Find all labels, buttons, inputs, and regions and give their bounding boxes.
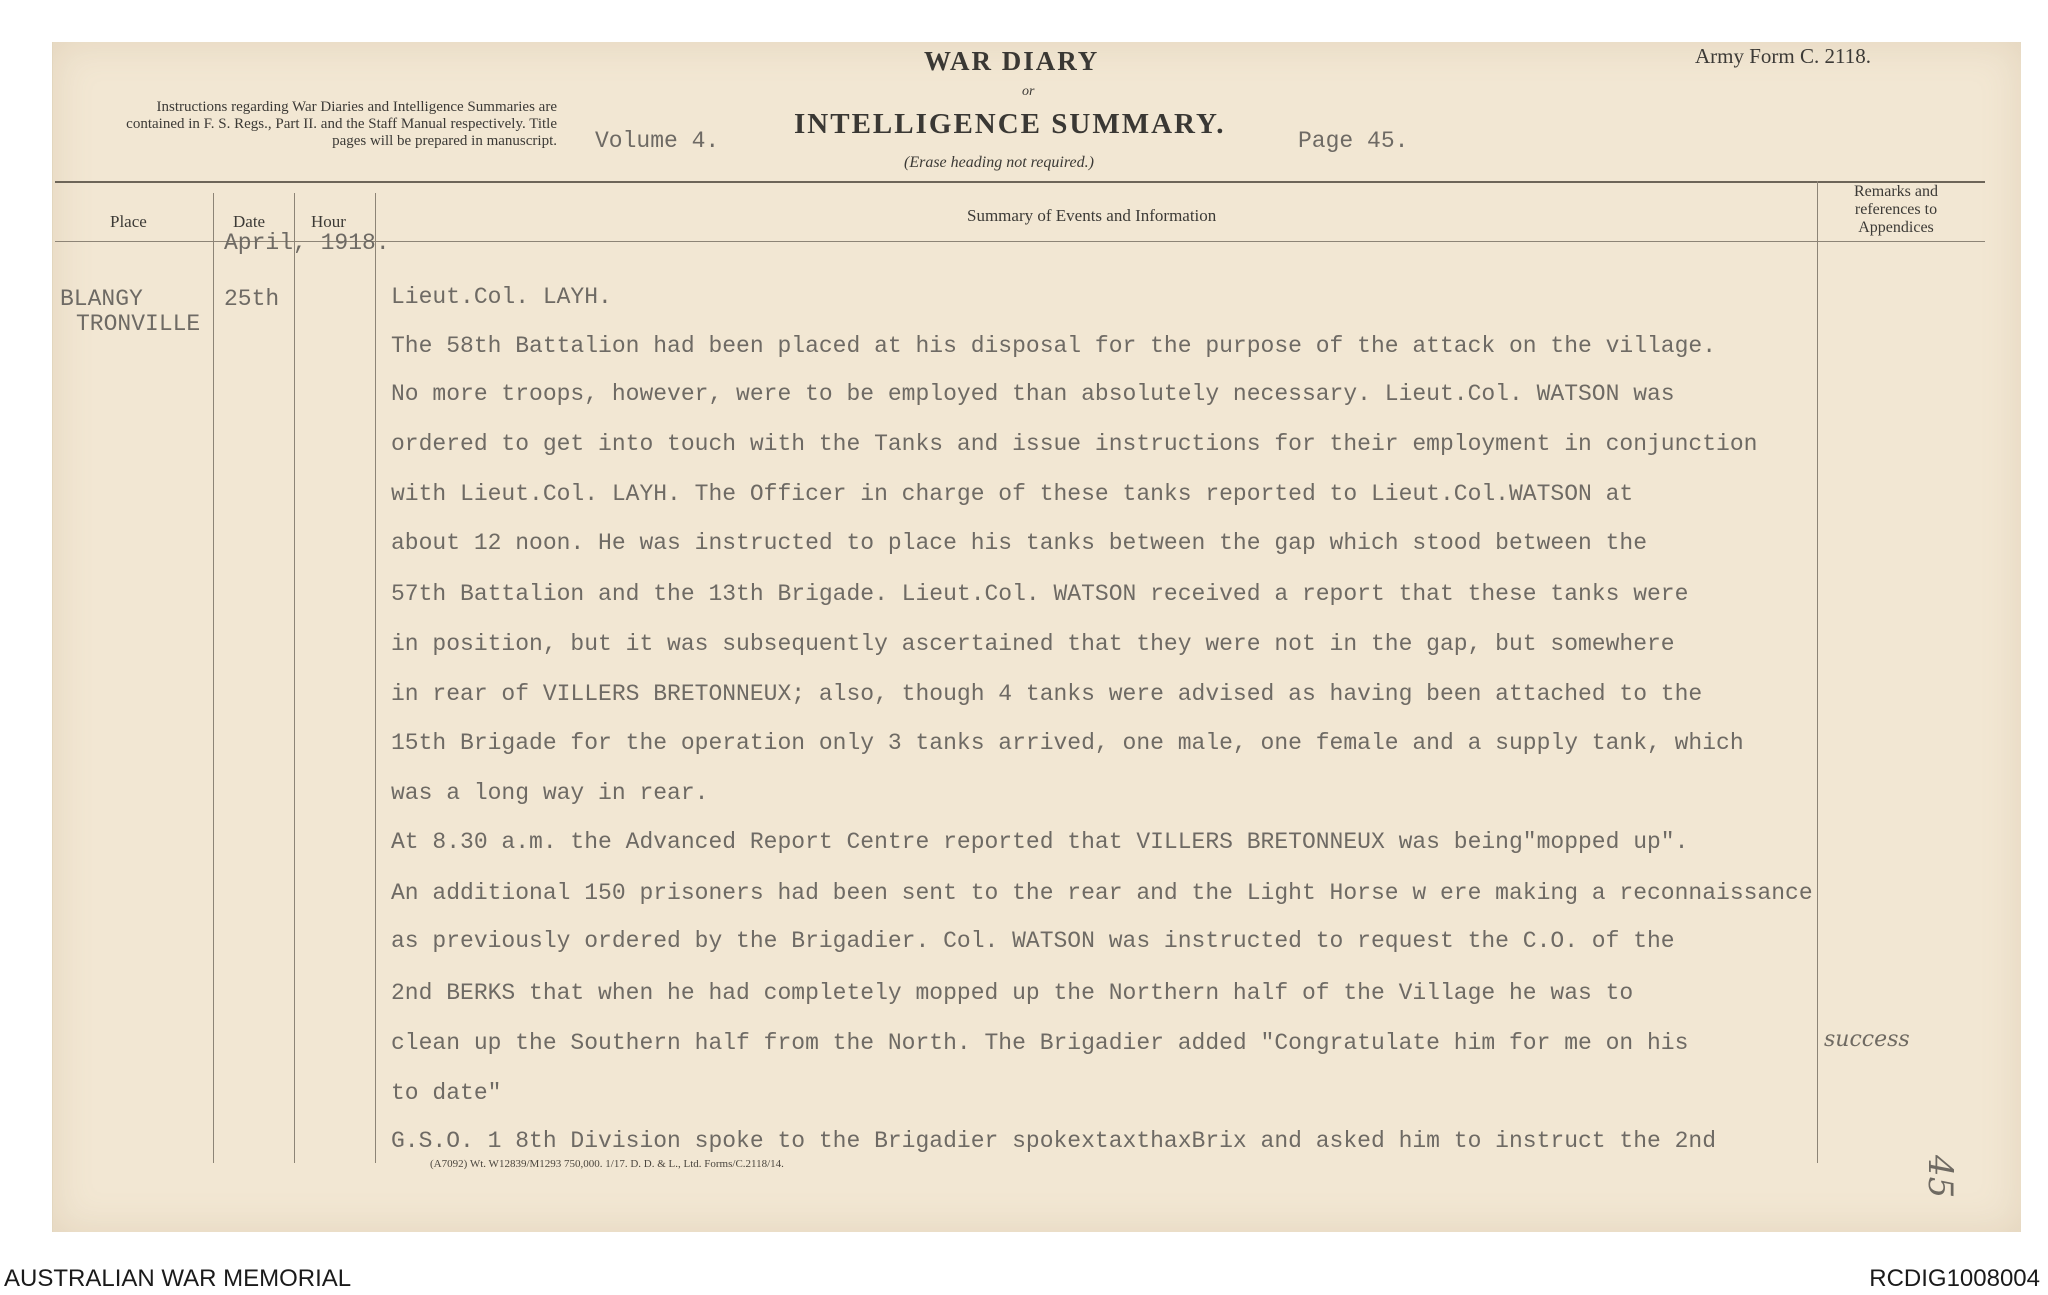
title-war-diary: WAR DIARY <box>924 46 1100 76</box>
entry-month-year: April, 1918. <box>224 230 390 256</box>
instructions-note: Instructions regarding War Diaries and Intelligence Summaries are contained in F. S. Regs., Part II. and the Staff Manual respectively. Title pages will be prepared in manuscript. <box>126 99 557 149</box>
column-hour: Hour <box>311 212 346 231</box>
summary-line: 57th Battalion and the 13th Brigade. Lieut.Col. WATSON received a report that these tanks were <box>391 581 1689 607</box>
summary-line: At 8.30 a.m. the Advanced Report Centre reported that VILLERS BRETONNEUX was being"mopped up". <box>391 829 1689 855</box>
printer-imprint: (A7092) Wt. W12839/M1293 750,000. 1/17. D. D. & L., Ltd. Forms/C.2118/14. <box>430 1158 784 1170</box>
column-date: Date <box>233 212 266 231</box>
place-line-1: BLANGY <box>60 286 143 312</box>
summary-line: clean up the Southern half from the North. The Brigadier added "Congratulate him for me on his <box>391 1030 1689 1056</box>
summary-line: ordered to get into touch with the Tanks and issue instructions for their employment in conjunction <box>391 431 1758 457</box>
summary-line: Lieut.Col. LAYH. <box>391 284 612 310</box>
summary-line: No more troops, however, were to be employed than absolutely necessary. Lieut.Col. WATSON was <box>391 381 1675 407</box>
hour-summary-divider <box>375 193 376 1163</box>
summary-line: 2nd BERKS that when he had completely mopped up the Northern half of the Village he was to <box>391 980 1634 1006</box>
summary-line: The 58th Battalion had been placed at his disposal for the purpose of the attack on the village. <box>391 333 1717 359</box>
summary-line: in position, but it was subsequently ascertained that they were not in the gap, but somewhere <box>391 631 1675 657</box>
footer-record-id: RCDIG1008004 <box>1869 1265 2040 1292</box>
header-top-rule <box>55 181 1985 183</box>
margin-page-number: 45 <box>1920 1155 1960 1199</box>
date-hour-divider <box>294 193 295 1163</box>
remark-handwritten-note: success <box>1824 1027 1910 1052</box>
summary-line: G.S.O. 1 8th Division spoke to the Brigadier spokextaxthaxBrix and asked him to instruct the 2nd <box>391 1128 1717 1154</box>
summary-remarks-divider <box>1817 181 1818 1163</box>
army-form-number: Army Form C. 2118. <box>1695 44 1871 68</box>
entry-date: 25th <box>224 286 280 312</box>
erase-heading-note: (Erase heading not required.) <box>904 154 1094 171</box>
summary-line: about 12 noon. He was instructed to place his tanks between the gap which stood between the <box>391 530 1648 556</box>
summary-line: in rear of VILLERS BRETONNEUX; also, though 4 tanks were advised as having been attached to the <box>391 681 1703 707</box>
summary-line: 15th Brigade for the operation only 3 tanks arrived, one male, one female and a supply tank, which <box>391 730 1744 756</box>
volume-number: Volume 4. <box>595 128 720 154</box>
column-summary: Summary of Events and Information <box>967 206 1217 225</box>
page-number: Page 45. <box>1298 128 1409 154</box>
title-or: or <box>1022 84 1035 99</box>
summary-line: to date" <box>391 1080 502 1106</box>
summary-line: was a long way in rear. <box>391 780 709 806</box>
title-intelligence-summary: INTELLIGENCE SUMMARY. <box>794 108 1226 140</box>
column-remarks: Remarks and references to Appendices <box>1854 183 1938 236</box>
summary-line: as previously ordered by the Brigadier. Col. WATSON was instructed to request the C.O. of the <box>391 928 1675 954</box>
column-place: Place <box>110 212 147 231</box>
place-date-divider <box>213 193 214 1163</box>
footer-institution: AUSTRALIAN WAR MEMORIAL <box>4 1265 352 1292</box>
place-line-2: TRONVILLE <box>76 311 201 337</box>
summary-line: An additional 150 prisoners had been sent to the rear and the Light Horse w ere making a reconnaissance <box>391 880 1813 906</box>
summary-line: with Lieut.Col. LAYH. The Officer in charge of these tanks reported to Lieut.Col.WATSON at <box>391 481 1634 507</box>
